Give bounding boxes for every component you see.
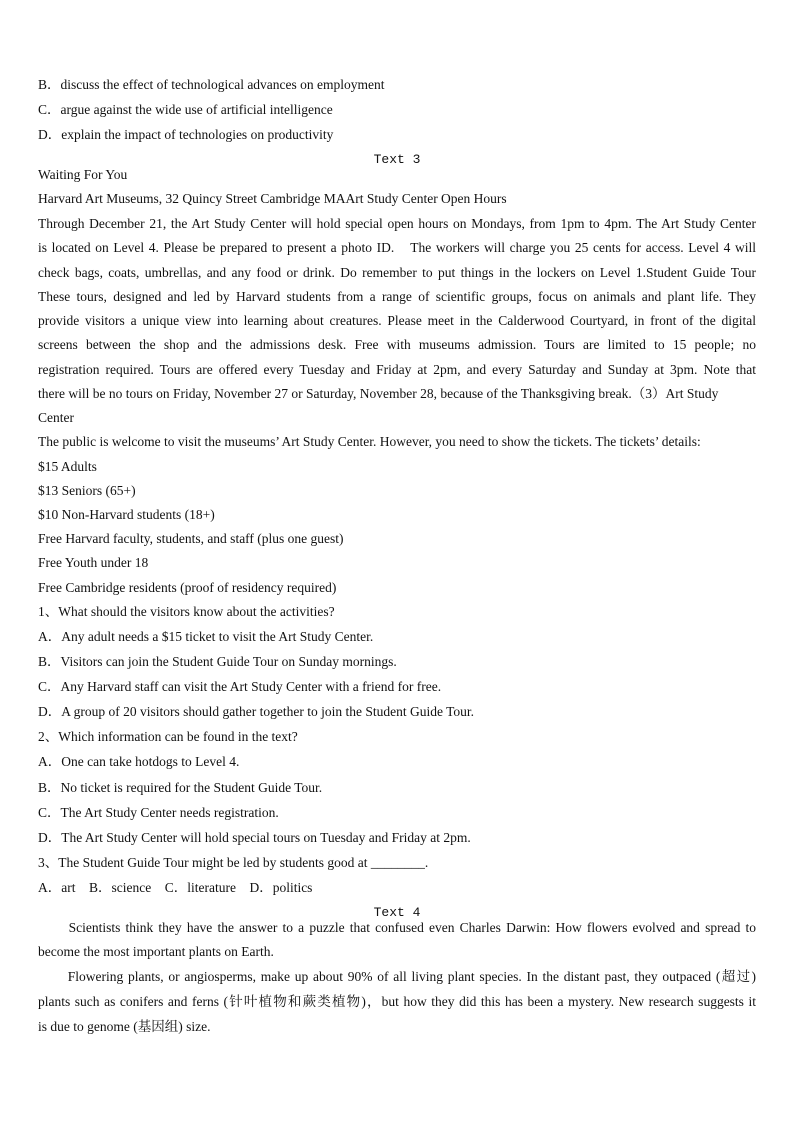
ticket-price-line: $13 Seniors (65+) bbox=[38, 483, 136, 498]
answer-option: C．The Art Study Center needs registration. bbox=[38, 805, 279, 820]
option-line: B．discuss the effect of technological advances on employment bbox=[38, 77, 385, 92]
ticket-price-line: $15 Adults bbox=[38, 459, 97, 474]
option-line: C．argue against the wide use of artificial intelligence bbox=[38, 102, 333, 117]
question-stem: 3、The Student Guide Tour might be led by students good at ________. bbox=[38, 855, 429, 870]
question-stem: 1、What should the visitors know about the activities? bbox=[38, 604, 335, 619]
ticket-price-line: Free Harvard faculty, students, and staff (plus one guest) bbox=[38, 531, 344, 546]
paragraph-line: Center bbox=[38, 410, 74, 425]
answer-option: C．Any Harvard staff can visit the Art Study Center with a friend for free. bbox=[38, 679, 442, 694]
paragraph-line: These tours, designed and led by Harvard students from a range of scientific groups, focus on animals and plant life. They bbox=[38, 289, 756, 304]
section-heading: Text 4 bbox=[373, 905, 421, 920]
ticket-price-line: Free Cambridge residents (proof of residency required) bbox=[38, 580, 337, 595]
paragraph-line: become the most important plants on Earth. bbox=[38, 944, 274, 959]
passage-title: Waiting For You bbox=[38, 167, 128, 182]
answer-option: B．No ticket is required for the Student Guide Tour. bbox=[38, 780, 323, 795]
paragraph-line: provide visitors a unique view into learning about creatures. Please meet in the Calderwood Courtyard, in front of the digital bbox=[38, 313, 756, 328]
paragraph-line: is located on Level 4. Please be prepared to present a photo ID. The workers will charge you 25 cents for access. Level 4 will bbox=[38, 240, 756, 255]
answer-option: A．One can take hotdogs to Level 4. bbox=[38, 754, 240, 769]
paragraph-line: screens between the shop and the admissions desk. Free with museums admission. Tours are limited to 15 people; no bbox=[38, 337, 756, 352]
paragraph-line: Flowering plants, or angiosperms, make up about 90% of all living plant species. In the distant past, they outpaced (超过) bbox=[38, 969, 756, 984]
paragraph-line: Scientists think they have the answer to a puzzle that confused even Charles Darwin: How flowers evolved and spread to bbox=[38, 920, 756, 935]
paragraph-line: is due to genome (基因组) size. bbox=[38, 1019, 211, 1034]
paragraph-line: plants such as conifers and ferns (针叶植物和蕨类植物)，but how they did this has been a mystery. New research suggests it bbox=[38, 994, 756, 1009]
answer-option: B．Visitors can join the Student Guide Tour on Sunday mornings. bbox=[38, 654, 397, 669]
option-line: D．explain the impact of technologies on productivity bbox=[38, 127, 334, 142]
paragraph-line: check bags, coats, umbrellas, and any food or drink. Do remember to put things in the lockers on Level 1.Student Guide Tour bbox=[38, 265, 756, 280]
answer-option: D．The Art Study Center will hold special tours on Tuesday and Friday at 2pm. bbox=[38, 830, 471, 845]
answer-option: D．A group of 20 visitors should gather together to join the Student Guide Tour. bbox=[38, 704, 475, 719]
ticket-price-line: Free Youth under 18 bbox=[38, 555, 149, 570]
tickets-intro: The public is welcome to visit the museums’ Art Study Center. However, you need to show the tickets. The tickets’ details: bbox=[38, 434, 701, 449]
question-stem: 2、Which information can be found in the text? bbox=[38, 729, 298, 744]
section-heading: Text 3 bbox=[373, 152, 421, 167]
paragraph-line: registration required. Tours are offered every Tuesday and Friday at 2pm, and every Saturday and Sunday at 3pm. Note that bbox=[38, 362, 756, 377]
ticket-price-line: $10 Non-Harvard students (18+) bbox=[38, 507, 215, 522]
answer-option: A．Any adult needs a $15 ticket to visit the Art Study Center. bbox=[38, 629, 374, 644]
paragraph-line: there will be no tours on Friday, November 27 or Saturday, November 28, because of the Thanksgiving break.（3）Art Study bbox=[38, 386, 719, 401]
paragraph-line: Through December 21, the Art Study Center will hold special open hours on Mondays, from 1pm to 4pm. The Art Study Center bbox=[38, 216, 756, 231]
answer-option: A．art B．science C．literature D．politics bbox=[38, 880, 313, 895]
passage-address: Harvard Art Museums, 32 Quincy Street Cambridge MAArt Study Center Open Hours bbox=[38, 191, 507, 206]
